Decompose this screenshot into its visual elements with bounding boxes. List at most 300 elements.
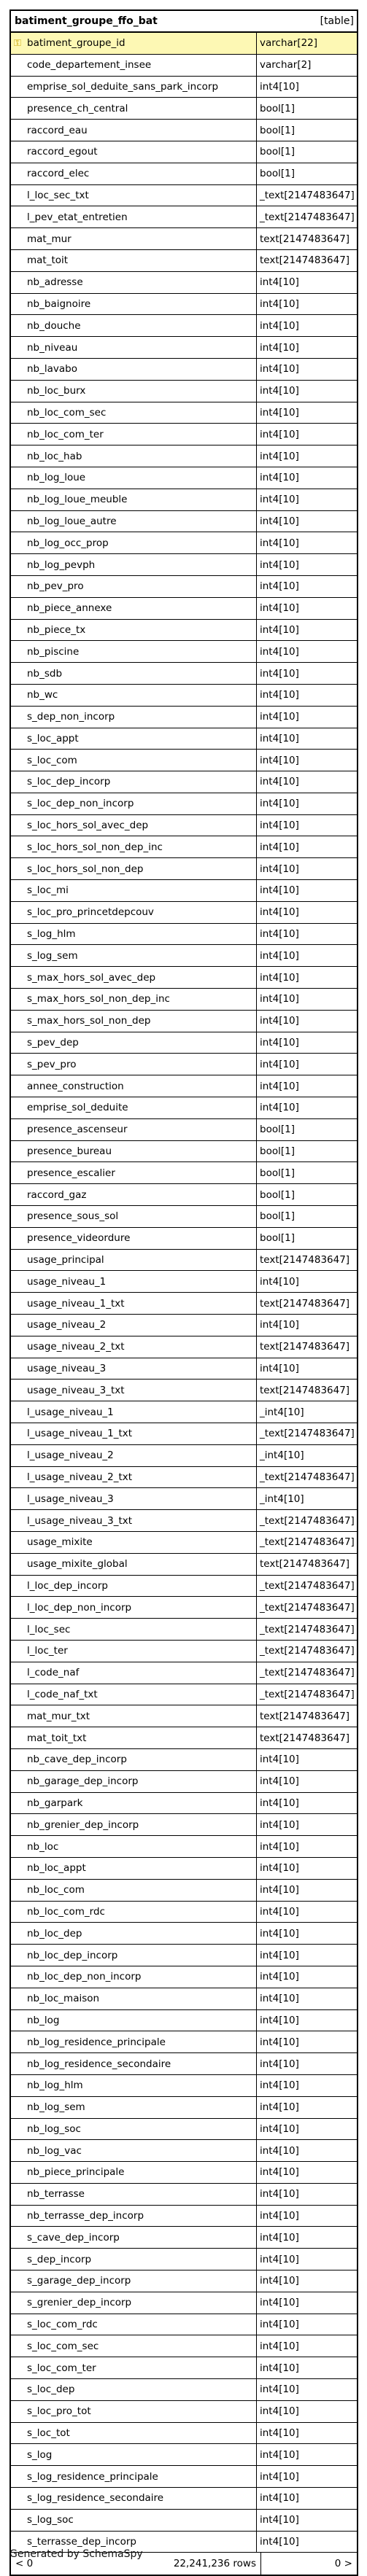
- column-row[interactable]: [11, 1119, 357, 1141]
- column-name-cell: [11, 1532, 257, 1554]
- column-row[interactable]: [11, 1293, 357, 1315]
- column-type: int4[10]: [257, 1923, 357, 1945]
- column-name-cell: [11, 424, 257, 445]
- column-row[interactable]: [11, 1250, 357, 1272]
- column-row[interactable]: [11, 294, 357, 316]
- column-row[interactable]: [11, 685, 357, 707]
- column-row[interactable]: [11, 1510, 357, 1532]
- column-row[interactable]: [11, 1814, 357, 1836]
- column-name: raccord_elec: [27, 168, 90, 180]
- column-row[interactable]: [11, 576, 357, 598]
- column-name-cell: [11, 77, 257, 98]
- column-row[interactable]: [11, 250, 357, 272]
- column-name-cell: [11, 945, 257, 967]
- column-row[interactable]: [11, 2010, 357, 2032]
- column-name: l_usage_niveau_3: [27, 1493, 114, 1505]
- column-name: nb_loc_com_rdc: [27, 1905, 105, 1918]
- column-type: int4[10]: [257, 815, 357, 837]
- column-name: s_loc_com_ter: [27, 2362, 96, 2374]
- column-row[interactable]: [11, 532, 357, 554]
- column-row[interactable]: [11, 2206, 357, 2227]
- column-row[interactable]: [11, 1576, 357, 1598]
- table-kind-label: [table]: [320, 15, 354, 27]
- column-name: nb_log_residence_secondaire: [27, 2058, 171, 2070]
- column-name: l_code_naf_txt: [27, 1688, 98, 1700]
- column-name-cell: [11, 924, 257, 946]
- column-name-cell: [11, 2379, 257, 2401]
- column-row[interactable]: [11, 1162, 357, 1184]
- column-type: int4[10]: [257, 2488, 357, 2510]
- column-type: varchar[22]: [257, 33, 357, 55]
- column-row[interactable]: [11, 2444, 357, 2466]
- column-name-cell: [11, 359, 257, 381]
- column-name: nb_baignoire: [27, 297, 91, 310]
- column-name-cell: [11, 1880, 257, 1902]
- column-row[interactable]: [11, 1032, 357, 1054]
- column-type: int4[10]: [257, 2270, 357, 2292]
- column-name-cell: [11, 1206, 257, 1228]
- column-row[interactable]: [11, 1662, 357, 1684]
- column-row[interactable]: [11, 55, 357, 77]
- column-row[interactable]: [11, 272, 357, 294]
- column-row[interactable]: [11, 2488, 357, 2510]
- column-name-cell: [11, 1401, 257, 1423]
- column-row[interactable]: [11, 141, 357, 163]
- column-row[interactable]: [11, 858, 357, 880]
- column-name-cell: [11, 1380, 257, 1401]
- column-row[interactable]: [11, 2184, 357, 2206]
- column-row[interactable]: [11, 1880, 357, 1902]
- column-name-cell: [11, 967, 257, 989]
- column-row[interactable]: [11, 1902, 357, 1923]
- column-row[interactable]: [11, 945, 357, 967]
- column-row[interactable]: [11, 2314, 357, 2336]
- column-name: s_loc_dep_incorp: [27, 776, 111, 788]
- column-row[interactable]: [11, 2510, 357, 2532]
- column-row[interactable]: [11, 1336, 357, 1358]
- column-name-cell: [11, 1771, 257, 1793]
- column-name: nb_loc: [27, 1840, 59, 1853]
- column-name: nb_sdb: [27, 667, 63, 680]
- column-name: annee_construction: [27, 1080, 124, 1092]
- column-row[interactable]: [11, 2162, 357, 2184]
- column-name: s_dep_incorp: [27, 2253, 92, 2265]
- column-row[interactable]: [11, 467, 357, 489]
- column-name: presence_escalier: [27, 1167, 115, 1179]
- column-name-cell: [11, 1727, 257, 1749]
- column-name-cell: [11, 467, 257, 489]
- column-name: l_usage_niveau_2_txt: [27, 1471, 133, 1483]
- column-type: int4[10]: [257, 880, 357, 902]
- column-name: code_departement_insee: [27, 59, 152, 71]
- column-name: usage_niveau_3: [27, 1363, 107, 1374]
- column-type: int4[10]: [257, 1271, 357, 1293]
- column-type: int4[10]: [257, 1858, 357, 1880]
- column-type: _text[2147483647]: [257, 1576, 357, 1598]
- column-row[interactable]: [11, 2357, 357, 2379]
- column-row[interactable]: [11, 750, 357, 771]
- column-row[interactable]: [11, 598, 357, 620]
- child-count[interactable]: 0 >: [334, 2558, 352, 2570]
- column-row[interactable]: [11, 1271, 357, 1293]
- column-row[interactable]: [11, 1793, 357, 1815]
- column-name: s_log: [27, 2448, 53, 2461]
- column-row[interactable]: [11, 2401, 357, 2423]
- column-name-cell: [11, 1445, 257, 1467]
- column-row[interactable]: [11, 989, 357, 1011]
- column-type: int4[10]: [257, 728, 357, 750]
- column-name-cell: [11, 1705, 257, 1727]
- column-row[interactable]: [11, 707, 357, 728]
- column-row[interactable]: [11, 206, 357, 228]
- column-name: s_loc_hors_sol_non_dep_inc: [27, 841, 163, 853]
- column-type: _int4[10]: [257, 1445, 357, 1467]
- column-name-cell: [11, 294, 257, 316]
- column-name-cell: [11, 2510, 257, 2532]
- column-row[interactable]: [11, 1641, 357, 1662]
- column-row[interactable]: [11, 1011, 357, 1032]
- column-name-cell: [11, 1250, 257, 1272]
- column-name-cell: [11, 685, 257, 707]
- column-type: int4[10]: [257, 337, 357, 359]
- column-name-cell: [11, 815, 257, 837]
- table-node[interactable]: [9, 9, 358, 2576]
- column-name: nb_log: [27, 2014, 60, 2026]
- column-type: int4[10]: [257, 359, 357, 381]
- column-name: s_loc_com_rdc: [27, 2319, 98, 2331]
- column-row[interactable]: [11, 1988, 357, 2010]
- column-row[interactable]: [11, 2119, 357, 2141]
- column-row[interactable]: [11, 2270, 357, 2292]
- column-name-cell: [11, 337, 257, 359]
- column-row[interactable]: [11, 1488, 357, 1510]
- column-row[interactable]: [11, 1206, 357, 1228]
- column-name: usage_niveau_3_txt: [27, 1384, 125, 1396]
- column-type: int4[10]: [257, 685, 357, 707]
- column-name-cell: [11, 1141, 257, 1163]
- column-name: l_loc_ter: [27, 1645, 68, 1657]
- column-name-cell: [11, 33, 257, 55]
- column-name-cell: [11, 663, 257, 685]
- column-row[interactable]: [11, 1597, 357, 1619]
- column-name-cell: [11, 1510, 257, 1532]
- column-name-cell: [11, 2270, 257, 2292]
- column-name-cell: [11, 2206, 257, 2227]
- column-name-cell: [11, 620, 257, 642]
- column-name: nb_log_hlm: [27, 2079, 83, 2092]
- column-name: l_usage_niveau_1_txt: [27, 1428, 133, 1440]
- column-name: nb_lavabo: [27, 363, 77, 375]
- column-row[interactable]: [11, 77, 357, 98]
- column-row[interactable]: [11, 815, 357, 837]
- column-type: int4[10]: [257, 620, 357, 642]
- column-name: l_usage_niveau_2: [27, 1450, 114, 1462]
- column-row[interactable]: [11, 1836, 357, 1858]
- column-name-cell: [11, 402, 257, 424]
- column-type: text[2147483647]: [257, 228, 357, 250]
- column-name: s_log_residence_principale: [27, 2470, 158, 2483]
- column-row[interactable]: [11, 2227, 357, 2249]
- column-row[interactable]: [11, 2335, 357, 2357]
- column-type: int4[10]: [257, 272, 357, 294]
- column-name-cell: [11, 2075, 257, 2097]
- column-name: usage_niveau_2_txt: [27, 1341, 125, 1353]
- column-type: int4[10]: [257, 1945, 357, 1966]
- column-type: bool[1]: [257, 1162, 357, 1184]
- column-name-cell: [11, 2292, 257, 2314]
- column-row[interactable]: [11, 381, 357, 402]
- column-name-cell: [11, 445, 257, 467]
- column-name: nb_pev_pro: [27, 580, 84, 593]
- column-row[interactable]: [11, 771, 357, 793]
- column-row[interactable]: [11, 663, 357, 685]
- column-row[interactable]: [11, 641, 357, 663]
- column-row[interactable]: [11, 511, 357, 533]
- column-list: [11, 33, 357, 2553]
- column-row[interactable]: [11, 1771, 357, 1793]
- column-row[interactable]: [11, 1966, 357, 1988]
- column-type: int4[10]: [257, 1097, 357, 1119]
- column-name: nb_loc_maison: [27, 1993, 100, 2005]
- column-name: nb_log_loue_meuble: [27, 494, 128, 506]
- column-name: nb_log_occ_prop: [27, 537, 109, 549]
- column-name-cell: [11, 2119, 257, 2141]
- column-name-cell: [11, 2140, 257, 2162]
- column-name: s_garage_dep_incorp: [27, 2275, 131, 2287]
- column-row[interactable]: [11, 967, 357, 989]
- column-name-cell: [11, 2335, 257, 2357]
- column-name: mat_toit_txt: [27, 1732, 87, 1744]
- column-type: varchar[2]: [257, 55, 357, 77]
- column-name: s_loc_appt: [27, 732, 79, 744]
- column-type: bool[1]: [257, 1119, 357, 1141]
- column-row[interactable]: [11, 337, 357, 359]
- column-row[interactable]: [11, 924, 357, 946]
- column-name: usage_mixite: [27, 1536, 93, 1549]
- column-name-cell: [11, 1097, 257, 1119]
- column-name: emprise_sol_deduite_sans_park_incorp: [27, 80, 219, 93]
- column-name: s_loc_tot: [27, 2427, 70, 2440]
- column-name: s_loc_pro_princetdepcouv: [27, 906, 154, 919]
- column-row[interactable]: [11, 185, 357, 207]
- column-name: nb_wc: [27, 689, 58, 701]
- column-row[interactable]: [11, 120, 357, 141]
- column-type: _text[2147483647]: [257, 1510, 357, 1532]
- column-type: bool[1]: [257, 163, 357, 185]
- column-row[interactable]: [11, 1684, 357, 1706]
- column-name: s_pev_pro: [27, 1058, 77, 1070]
- column-row[interactable]: [11, 1858, 357, 1880]
- column-name-cell: [11, 1075, 257, 1097]
- column-name: nb_log_residence_principale: [27, 2036, 166, 2048]
- column-type: int4[10]: [257, 1988, 357, 2010]
- column-row[interactable]: [11, 1554, 357, 1576]
- column-name-cell: [11, 381, 257, 402]
- column-row[interactable]: [11, 1075, 357, 1097]
- column-type: int4[10]: [257, 2227, 357, 2249]
- column-row[interactable]: [11, 793, 357, 815]
- column-row[interactable]: [11, 1401, 357, 1423]
- column-type: int4[10]: [257, 1902, 357, 1923]
- column-name-cell: [11, 1184, 257, 1206]
- column-type: _text[2147483647]: [257, 1467, 357, 1489]
- column-row[interactable]: [11, 98, 357, 120]
- column-type: int4[10]: [257, 77, 357, 98]
- column-row[interactable]: [11, 1945, 357, 1966]
- column-row[interactable]: [11, 2097, 357, 2119]
- column-row[interactable]: [11, 1358, 357, 1380]
- column-type: text[2147483647]: [257, 1380, 357, 1401]
- column-row[interactable]: [11, 445, 357, 467]
- column-row[interactable]: [11, 728, 357, 750]
- column-name: batiment_groupe_id: [27, 37, 125, 50]
- column-type: int4[10]: [257, 2510, 357, 2532]
- column-row[interactable]: [11, 489, 357, 511]
- column-row[interactable]: [11, 2292, 357, 2314]
- column-row[interactable]: [11, 880, 357, 902]
- column-type: int4[10]: [257, 2119, 357, 2141]
- column-row[interactable]: [11, 228, 357, 250]
- column-row[interactable]: [11, 1141, 357, 1163]
- column-type: int4[10]: [257, 707, 357, 728]
- column-row[interactable]: [11, 1467, 357, 1489]
- column-type: int4[10]: [257, 1814, 357, 1836]
- column-type: int4[10]: [257, 2532, 357, 2553]
- column-name: nb_log_vac: [27, 2144, 82, 2157]
- column-type: text[2147483647]: [257, 1293, 357, 1315]
- column-row[interactable]: [11, 1749, 357, 1771]
- column-name-cell: [11, 1162, 257, 1184]
- parent-count[interactable]: < 0: [15, 2558, 34, 2570]
- column-type: _text[2147483647]: [257, 185, 357, 207]
- column-type: int4[10]: [257, 858, 357, 880]
- column-type: int4[10]: [257, 771, 357, 793]
- column-name: s_loc_dep: [27, 2384, 75, 2396]
- column-name: s_max_hors_sol_non_dep: [27, 1015, 151, 1027]
- column-row[interactable]: [11, 2075, 357, 2097]
- column-name: l_loc_dep_incorp: [27, 1579, 108, 1592]
- column-row[interactable]: [11, 1184, 357, 1206]
- column-row[interactable]: [11, 2379, 357, 2401]
- column-type: int4[10]: [257, 967, 357, 989]
- column-type: int4[10]: [257, 554, 357, 576]
- column-name-cell: [11, 2314, 257, 2336]
- column-name: nb_log_loue_autre: [27, 515, 117, 527]
- column-row[interactable]: [11, 2031, 357, 2053]
- column-row[interactable]: [11, 402, 357, 424]
- column-type: _text[2147483647]: [257, 1662, 357, 1684]
- column-type: int4[10]: [257, 598, 357, 620]
- column-row[interactable]: [11, 33, 357, 55]
- column-type: int4[10]: [257, 1836, 357, 1858]
- column-row[interactable]: [11, 1228, 357, 1250]
- column-row[interactable]: [11, 902, 357, 924]
- column-name: nb_piece_tx: [27, 623, 86, 636]
- column-type: _text[2147483647]: [257, 1532, 357, 1554]
- table-name: batiment_groupe_ffo_bat: [15, 15, 158, 27]
- column-name: mat_toit: [27, 254, 69, 267]
- column-type: int4[10]: [257, 641, 357, 663]
- column-name-cell: [11, 1228, 257, 1250]
- column-row[interactable]: [11, 359, 357, 381]
- column-row[interactable]: [11, 2249, 357, 2270]
- column-name: s_cave_dep_incorp: [27, 2231, 120, 2244]
- column-name-cell: [11, 1032, 257, 1054]
- column-name-cell: [11, 228, 257, 250]
- column-name: s_loc_hors_sol_non_dep: [27, 863, 144, 875]
- column-name-cell: [11, 272, 257, 294]
- column-type: int4[10]: [257, 2184, 357, 2206]
- column-row[interactable]: [11, 1619, 357, 1641]
- column-row[interactable]: [11, 2140, 357, 2162]
- column-row[interactable]: [11, 1315, 357, 1336]
- column-type: int4[10]: [257, 945, 357, 967]
- column-row[interactable]: [11, 1380, 357, 1401]
- column-name-cell: [11, 163, 257, 185]
- column-type: int4[10]: [257, 2379, 357, 2401]
- column-row[interactable]: [11, 554, 357, 576]
- column-row[interactable]: [11, 1054, 357, 1075]
- column-name-cell: [11, 598, 257, 620]
- column-row[interactable]: [11, 1923, 357, 1945]
- column-name-cell: [11, 1423, 257, 1445]
- column-name: nb_log_sem: [27, 2101, 85, 2114]
- column-name: nb_log_pevph: [27, 559, 96, 571]
- column-row[interactable]: [11, 1727, 357, 1749]
- column-name-cell: [11, 1814, 257, 1836]
- column-name-cell: [11, 1576, 257, 1598]
- column-row[interactable]: [11, 2423, 357, 2445]
- column-type: int4[10]: [257, 2314, 357, 2336]
- column-row[interactable]: [11, 315, 357, 337]
- column-name-cell: [11, 641, 257, 663]
- column-name-cell: [11, 793, 257, 815]
- column-row[interactable]: [11, 424, 357, 445]
- column-row[interactable]: [11, 1705, 357, 1727]
- column-name-cell: [11, 1054, 257, 1075]
- column-name: l_loc_sec: [27, 1623, 71, 1635]
- column-name: l_code_naf: [27, 1667, 80, 1679]
- column-name-cell: [11, 2423, 257, 2445]
- column-type: _text[2147483647]: [257, 206, 357, 228]
- column-type: int4[10]: [257, 2031, 357, 2053]
- column-name: nb_loc_com_sec: [27, 406, 107, 419]
- column-row[interactable]: [11, 1423, 357, 1445]
- column-type: int4[10]: [257, 2097, 357, 2119]
- column-type: int4[10]: [257, 2053, 357, 2075]
- column-row[interactable]: [11, 1532, 357, 1554]
- column-name: nb_terrasse_dep_incorp: [27, 2210, 144, 2222]
- column-type: int4[10]: [257, 2206, 357, 2227]
- column-name: s_loc_mi: [27, 884, 69, 897]
- column-name-cell: [11, 1293, 257, 1315]
- column-name: presence_sous_sol: [27, 1210, 119, 1223]
- column-row[interactable]: [11, 836, 357, 858]
- column-type: int4[10]: [257, 924, 357, 946]
- column-name: s_dep_non_incorp: [27, 711, 115, 723]
- column-row[interactable]: [11, 2466, 357, 2488]
- column-row[interactable]: [11, 1097, 357, 1119]
- column-name: s_max_hors_sol_non_dep_inc: [27, 993, 170, 1005]
- column-name: raccord_eau: [27, 124, 88, 136]
- column-name-cell: [11, 836, 257, 858]
- column-name: nb_loc_dep: [27, 1927, 82, 1939]
- column-name: raccord_gaz: [27, 1188, 87, 1201]
- column-row[interactable]: [11, 2053, 357, 2075]
- column-row[interactable]: [11, 620, 357, 642]
- column-row[interactable]: [11, 1445, 357, 1467]
- column-row[interactable]: [11, 163, 357, 185]
